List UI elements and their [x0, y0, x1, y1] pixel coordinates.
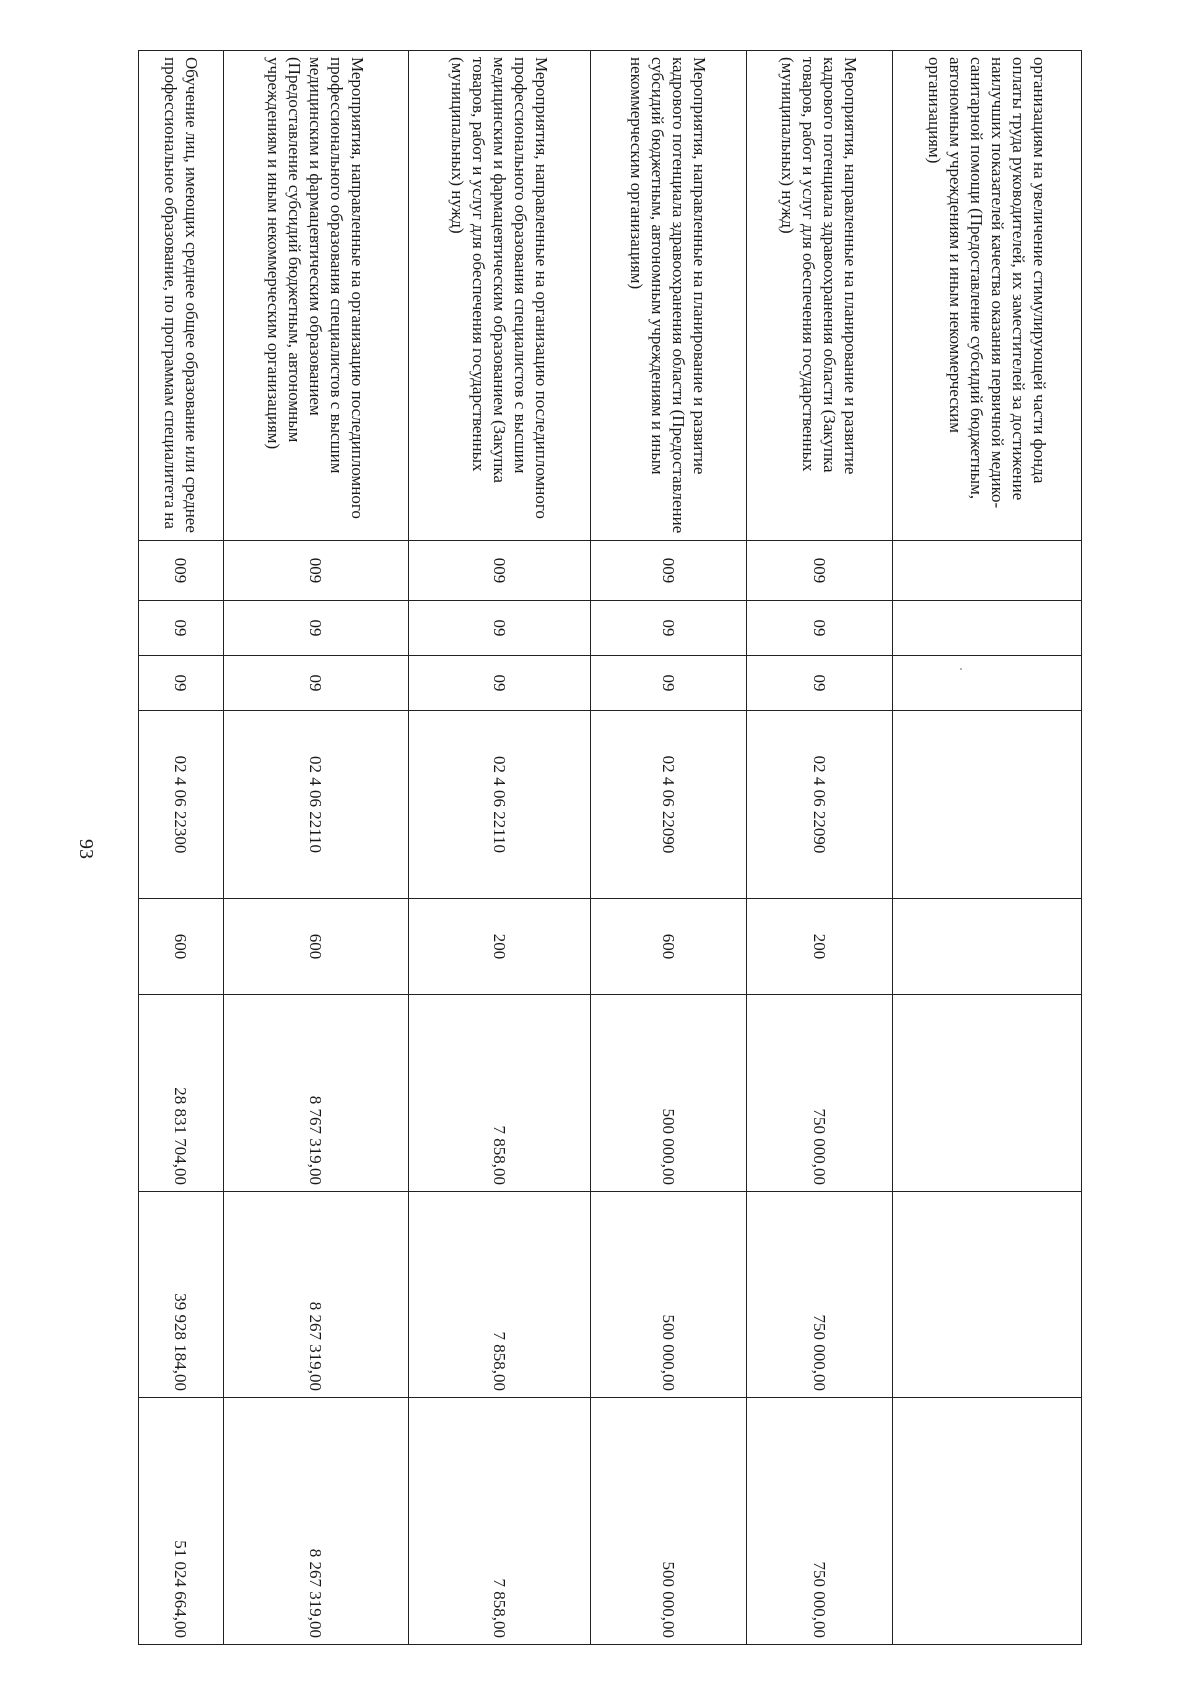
row-name-cell: организациям на увеличение стимулирующей части фонда оплаты труда руководителей, их заместителей за достижение наилучших показателей качества оказания первичной медико-санитарной помощи (Предоставление субсидий бюджетным, автономным учреждениям и иным некоммерческим организациям): [893, 51, 1082, 541]
target-article-cell: [893, 711, 1082, 899]
amount-year3-cell: 750 000,00: [747, 1398, 893, 1645]
amount-year1-cell: 750 000,00: [747, 995, 893, 1192]
amount-year3-cell: 500 000,00: [591, 1398, 747, 1645]
section-cell: 09: [139, 601, 224, 656]
amount-year2-cell: 7 858,00: [409, 1192, 591, 1398]
amount-year2-cell: 8 267 319,00: [224, 1192, 409, 1398]
expense-type-cell: 600: [224, 899, 409, 995]
grbs-cell: 009: [139, 541, 224, 601]
amount-year3-cell: 7 858,00: [409, 1398, 591, 1645]
budget-table-container: [139, 50, 1082, 1644]
section-cell: 09: [409, 601, 591, 656]
amount-year2-cell: 750 000,00: [747, 1192, 893, 1398]
page-number: 93: [75, 839, 97, 859]
amount-year2-cell: 500 000,00: [591, 1192, 747, 1398]
target-article-cell: 02 4 06 22300: [139, 711, 224, 899]
expense-type-cell: [893, 899, 1082, 995]
expense-type-cell: 200: [747, 899, 893, 995]
grbs-cell: [893, 541, 1082, 601]
table-row: [139, 51, 224, 1645]
subsection-cell: 09: [747, 656, 893, 711]
expense-type-cell: 600: [139, 899, 224, 995]
grbs-cell: 009: [747, 541, 893, 601]
row-name-cell: Мероприятия, направленные на организацию последипломного профессионального образования специалистов с высшим медицинским и фармацевтическим образованием (Закупка товаров, работ и услуг для обеспечения государственных (муниципальных) нужд): [409, 51, 591, 541]
section-cell: 09: [224, 601, 409, 656]
target-article-cell: 02 4 06 22110: [224, 711, 409, 899]
amount-year2-cell: 39 928 184,00: [139, 1192, 224, 1398]
table-row: [409, 51, 591, 1645]
target-article-cell: 02 4 06 22090: [747, 711, 893, 899]
subsection-cell: [893, 656, 1082, 711]
row-name-cell: Мероприятия, направленные на планирование и развитие кадрового потенциала здравоохранения области (Предоставление субсидий бюджетным, автономным учреждениям и иным некоммерческим организациям): [591, 51, 747, 541]
subsection-cell: 09: [591, 656, 747, 711]
subsection-cell: 09: [224, 656, 409, 711]
row-name-cell: Мероприятия, направленные на планирование и развитие кадрового потенциала здравоохранения области (Закупка товаров, работ и услуг для обеспечения государственных (муниципальных) нужд): [747, 51, 893, 541]
row-name-cell: Мероприятия, направленные на организацию последипломного профессионального образования специалистов с высшим медицинским и фармацевтическим образованием (Предоставление субсидий бюджетным, автономным учреждениям и иным некоммерческим организациям): [224, 51, 409, 541]
amount-year3-cell: [893, 1398, 1082, 1645]
grbs-cell: 009: [591, 541, 747, 601]
subsection-cell: 09: [139, 656, 224, 711]
section-cell: 09: [747, 601, 893, 656]
section-cell: 09: [591, 601, 747, 656]
section-cell: [893, 601, 1082, 656]
amount-year1-cell: 500 000,00: [591, 995, 747, 1192]
amount-year1-cell: 7 858,00: [409, 995, 591, 1192]
table-row: [893, 51, 1082, 1645]
subsection-cell: 09: [409, 656, 591, 711]
amount-year2-cell: [893, 1192, 1082, 1398]
scan-speck: [960, 668, 962, 670]
amount-year1-cell: [893, 995, 1082, 1192]
table-row: [591, 51, 747, 1645]
rotated-table-frame: [139, 50, 1082, 1644]
amount-year1-cell: 8 767 319,00: [224, 995, 409, 1192]
grbs-cell: 009: [224, 541, 409, 601]
amount-year3-cell: 51 024 664,00: [139, 1398, 224, 1645]
amount-year1-cell: 28 831 704,00: [139, 995, 224, 1192]
row-name-cell: Обучение лиц, имеющих среднее общее образование или среднее профессиональное образование, по программам специалитета на: [139, 51, 224, 541]
target-article-cell: 02 4 06 22110: [409, 711, 591, 899]
grbs-cell: 009: [409, 541, 591, 601]
target-article-cell: 02 4 06 22090: [591, 711, 747, 899]
table-row: [224, 51, 409, 1645]
table-row: [747, 51, 893, 1645]
amount-year3-cell: 8 267 319,00: [224, 1398, 409, 1645]
expense-type-cell: 200: [409, 899, 591, 995]
expense-type-cell: 600: [591, 899, 747, 995]
budget-table: [138, 50, 1082, 1645]
